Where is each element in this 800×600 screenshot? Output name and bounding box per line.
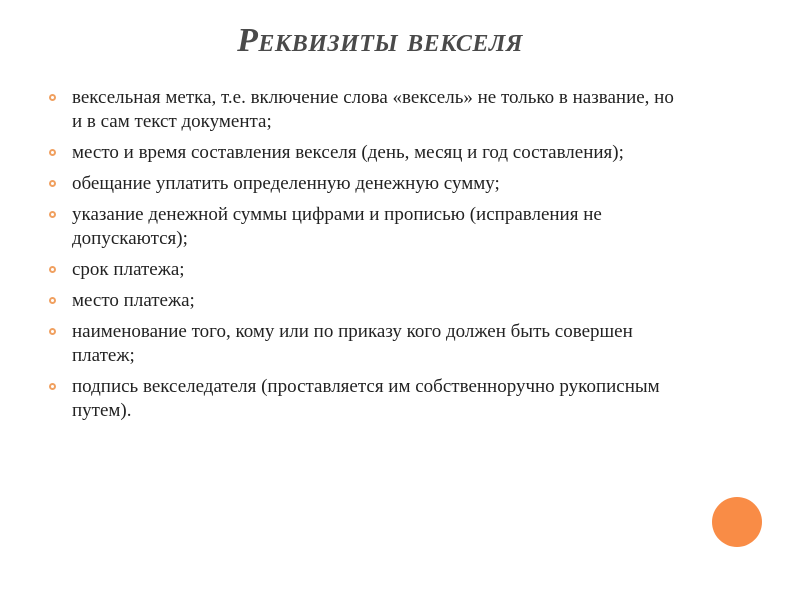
hollow-circle-bullet-icon [49,328,56,335]
bullet-text: место и время составления векселя (день, месяц и год составления); [72,142,624,163]
orange-circle-icon [712,497,762,547]
bullet-item [46,203,686,251]
bullet-item [46,258,686,282]
bullet-text: срок платежа; [72,259,185,280]
right-border-decoration [767,0,800,600]
bullet-text: указание денежной суммы цифрами и прописью (исправления не допускаются); [72,204,602,249]
hollow-circle-bullet-icon [49,94,56,101]
hollow-circle-bullet-icon [49,211,56,218]
bullet-item [46,172,686,196]
bullet-item [46,320,686,368]
bullet-item [46,86,686,134]
bullet-text: наименование того, кому или по приказу кого должен быть совершен платеж; [72,321,633,366]
bullet-text: подпись векселедателя (проставляется им собственноручно рукописным путем). [72,376,660,421]
hollow-circle-bullet-icon [49,297,56,304]
bullet-item [46,141,686,165]
hollow-circle-bullet-icon [49,383,56,390]
bullet-item [46,289,686,313]
hollow-circle-bullet-icon [49,180,56,187]
hollow-circle-bullet-icon [49,149,56,156]
bullet-list [46,86,686,430]
bullet-text: место платежа; [72,290,195,311]
hollow-circle-bullet-icon [49,266,56,273]
bullet-item [46,375,686,423]
bullet-text: вексельная метка, т.е. включение слова «вексель» не только в название, но и в сам текст документа; [72,87,674,132]
slide-title: Реквизиты векселя [237,22,523,59]
bullet-text: обещание уплатить определенную денежную сумму; [72,173,500,194]
